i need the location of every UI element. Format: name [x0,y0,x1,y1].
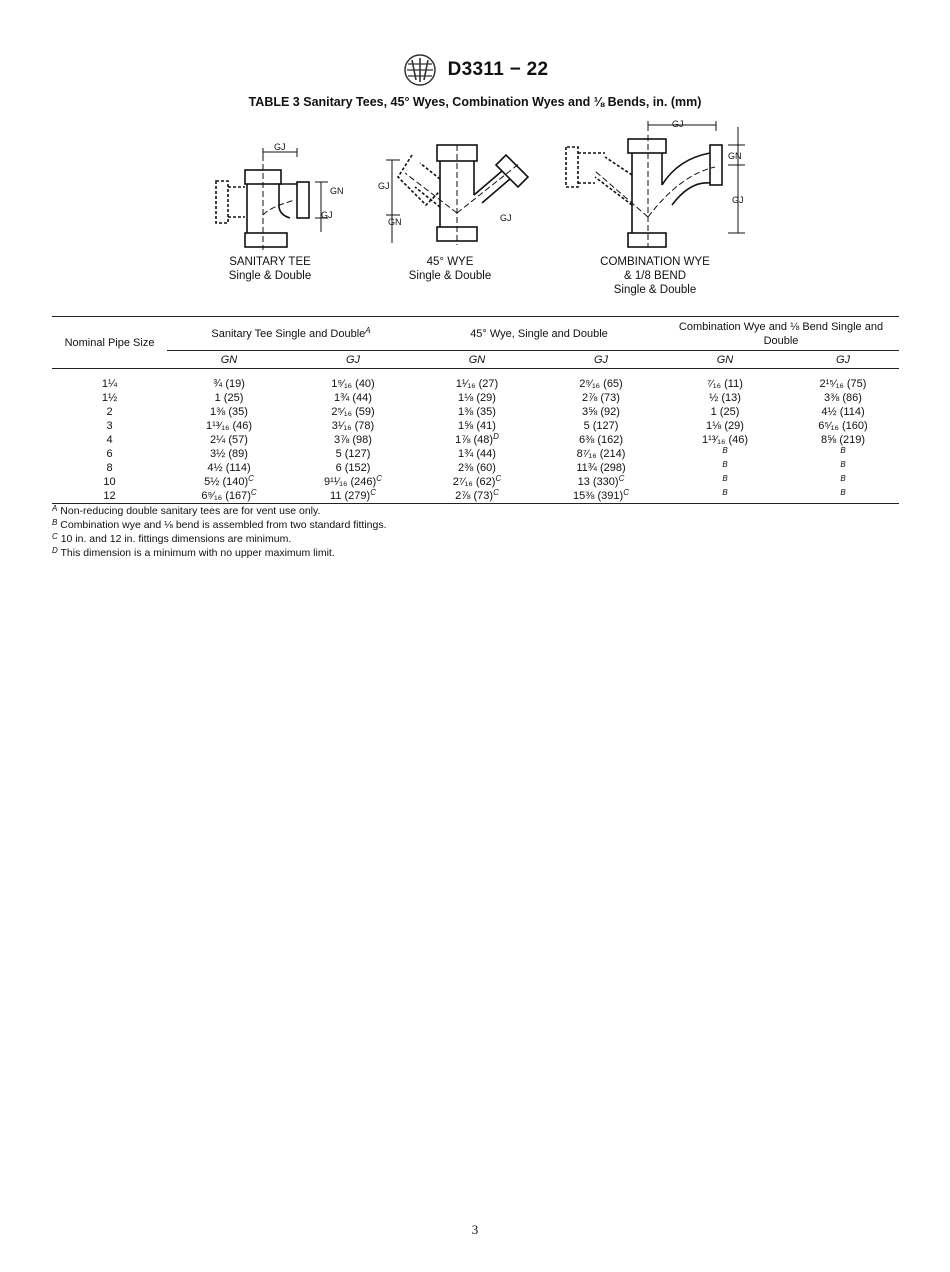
group-header-sanitary-tee: Sanitary Tee Single and Double$^A$ [167,317,415,351]
sub-header: GN [220,353,238,366]
dimension-cell: 1¾ (44) [458,448,496,460]
dimension-cell: 1⅛ (29) [458,392,496,404]
pipe-size-cell: 10 [103,476,116,488]
dimension-cell: B [722,488,728,497]
dimension-cell: 8⁷⁄₁₆ (214) [576,448,626,460]
sub-header: GN [716,353,734,366]
pipe-size-cell: 6 [106,448,113,460]
dimension-cell: 1 (25) [710,406,740,418]
dimension-cell: B [840,474,846,483]
page-header [0,52,950,88]
dimension-cell: B [840,460,846,469]
dimension-cell: 1¹⁄₁₆ (27) [455,378,499,390]
dimension-cell: 3⅞ (98) [334,434,372,446]
dimension-cell: 6⅜ (162) [578,434,624,446]
footnote: $^A$ Non-reducing double sanitary tees are for vent use only. [52,504,321,517]
sub-header: GJ [345,353,361,366]
sub-header: GJ [593,353,609,366]
table-body [52,369,899,504]
dim-label: GJ [732,195,744,205]
dimension-cell: 3½ (89) [210,448,248,460]
pipe-size-cell: 12 [103,490,116,502]
dimension-cell: 2⁹⁄₁₆ (65) [579,378,623,390]
pipe-size-cell: 1½ [101,392,118,404]
table-row [52,391,899,405]
dim-label: GJ [378,181,390,191]
group-header-45-wye: 45° Wye, Single and Double [415,317,663,351]
table-row [52,369,899,392]
sub-header: GJ [835,353,851,366]
dimension-cell: 2¼ (57) [210,434,248,446]
table-title: TABLE 3 Sanitary Tees, 45° Wyes, Combination Wyes and ⅛ Bends, in. (mm) [248,95,702,109]
table-row [52,475,899,489]
table-row [52,461,899,475]
dimension-cell: 2⅜ (60) [458,462,496,474]
dimension-cell: ¾ (19) [213,378,245,390]
dimension-cell: 1⁹⁄₁₆ (40) [331,378,375,390]
dimension-cell: 11 $(279)^C$ [330,488,376,502]
dimension-cell: 1¾ (44) [334,392,372,404]
dimension-cell: B [840,446,846,455]
wye-45-drawing [386,145,528,245]
dimension-cell: 3¹⁄₁₆ (78) [331,420,375,432]
dimension-cell: 5 (127) [583,420,619,432]
dimension-cell: 4½ (114) [207,462,251,474]
combination-wye-drawing [566,121,745,247]
dimension-cell: 1⅝ (41) [458,420,496,432]
dim-label: GN [330,186,344,196]
dimension-cell: 2⁵⁄₁₆ (59) [331,406,375,418]
dimension-cell: B [840,488,846,497]
dim-label: GJ [321,210,333,220]
footnote: $^B$ Combination wye and ⅛ bend is assembled from two standard fittings. [52,518,387,531]
table-row [52,405,899,419]
dimension-cell: 1⅞ $(48)^D$ [455,432,499,446]
table-row [52,489,899,504]
dim-label: GJ [500,213,512,223]
fittings-figure [200,115,760,305]
dimension-cell: 11¾ (298) [576,462,626,474]
sub-header: GN [468,353,486,366]
caption-sanitary-tee: SANITARY TEE Single & Double [228,256,312,282]
dimension-cell: 9¹¹⁄₁₆ $(246)^C$ [324,474,382,488]
dim-label: GJ [672,119,684,129]
footnote: $^C$ 10 in. and 12 in. fittings dimensions are minimum. [52,532,292,545]
dimension-cell: 6⁵⁄₁₆ (160) [818,420,868,432]
caption-45-wye: 45° WYE Single & Double [408,256,492,282]
dimension-cell: ½ (13) [709,392,741,404]
dimensions-table [52,316,899,504]
dim-label: GN [388,217,402,227]
astm-logo-icon [402,52,438,88]
dimension-cell: 1 (25) [214,392,244,404]
dimension-cell: 5 (127) [335,448,371,460]
pipe-size-cell: 4 [106,434,113,446]
sanitary-tee-drawing [216,148,328,250]
dimension-cell: 1¹³⁄₁₆ (46) [701,434,749,446]
dimension-cell: 3⅜ (86) [824,392,862,404]
dimension-cell: B [722,460,728,469]
dimension-cell: 6⁹⁄₁₆ $(167)^C$ [201,488,257,502]
dimension-cell: 5½ $(140)^C$ [204,474,254,488]
caption-combination-wye: COMBINATION WYE & 1/8 BEND Single & Double [600,256,710,296]
footnotes [52,504,387,560]
dimension-cell: 13 $(330)^C$ [577,474,625,488]
dimension-cell: 2⅞ $(73)^C$ [455,488,499,502]
dimension-cell: B [722,474,728,483]
group-header-combination-wye: Combination Wye and ⅛ Bend Single and Double [663,317,899,351]
page-number: 3 [471,1222,479,1237]
dimension-cell: 6 (152) [335,462,371,474]
document-designation: D3311 − 22 [447,59,549,80]
table-row [52,419,899,433]
footnote: $^D$ This dimension is a minimum with no upper maximum limit. [52,546,335,559]
table-row [52,433,899,447]
dimension-cell: 3⅝ (92) [582,406,620,418]
dimension-cell: 2⅞ (73) [582,392,620,404]
dim-label: GN [728,151,742,161]
dimension-cell: ⁷⁄₁₆ (11) [707,378,743,390]
dimension-cell: 1⅛ (29) [706,420,744,432]
dimension-cell: 8⅝ (219) [820,434,866,446]
dimension-cell: B [722,446,728,455]
dimension-cell: 1¹³⁄₁₆ (46) [205,420,253,432]
pipe-size-cell: 8 [106,462,113,474]
pipe-size-cell: 2 [106,406,113,418]
dimension-labels [274,119,744,227]
table-row [52,447,899,461]
dimension-cell: 1⅜ (35) [210,406,248,418]
dimension-cell: 2⁷⁄₁₆ $(62)^C$ [452,474,502,488]
dimension-cell: 4½ (114) [821,406,865,418]
dimension-cell: 15⅜ $(391)^C$ [573,488,629,502]
col-header-pipe-size: Nominal Pipe Size [52,317,167,369]
pipe-size-cell: 1¼ [101,378,118,390]
dim-label: GJ [274,142,286,152]
pipe-size-cell: 3 [106,420,113,432]
dimension-cell: 2¹⁵⁄₁₆ (75) [819,378,867,390]
dimension-cell: 1⅜ (35) [458,406,496,418]
